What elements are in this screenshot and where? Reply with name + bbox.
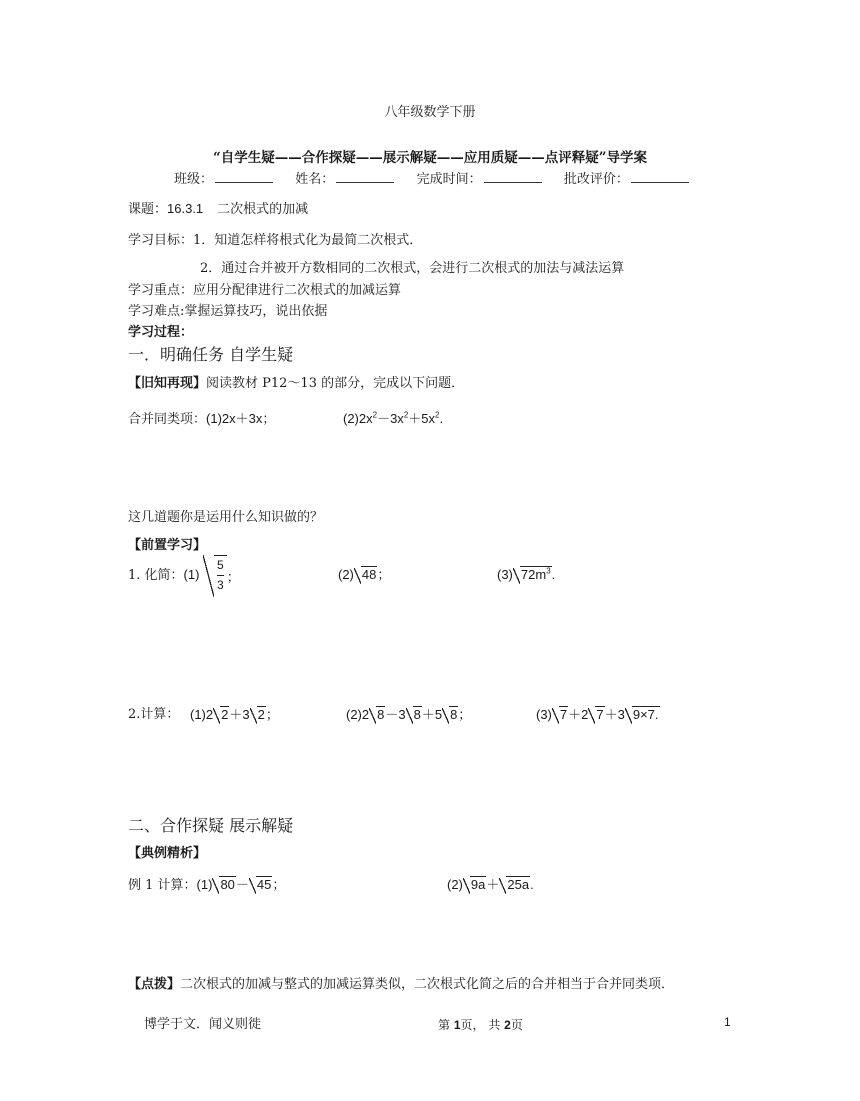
calc-problem-3: (3) 7＋2 7＋3 9×7. [536,707,659,722]
example1-problem-2: (2) 9a＋ 25a. [447,877,534,892]
simplify-problem-3: (3) $72m^3$. [497,566,556,582]
simplify-problem-2: (2) 48； [338,567,391,582]
pre-study-tag: 【前置学习】 [128,538,207,553]
simplify-label: 1. 化简：(1) [128,567,200,583]
calc-label: 2.计算： [128,707,180,722]
grade-label: 批改评价： [563,172,629,187]
section2-title: 二、合作探疑 展示解疑 [128,816,294,835]
subtitle: “自学生疑——合作探疑——展示解疑——应用质疑——点评释疑”导学案 [212,150,648,166]
time-blank[interactable] [484,170,542,183]
section1-title: 一．明确任务 自学生疑 [128,345,294,364]
footer-page-number: 1 [724,1015,731,1029]
process-label: 学习过程： [128,325,194,340]
class-blank[interactable] [215,170,273,183]
footer-motto: 博学于文．闻义则徙 [144,1017,262,1032]
name-label: 姓名： [295,172,335,187]
key-point: 学习重点：应用分配律进行二次根式的加减运算 [128,283,402,298]
review-tag: 【旧知再现】 [128,376,207,391]
example1-problem-1: (1) 80－ 45； [196,877,286,892]
name-blank[interactable] [336,170,394,183]
simplify-fraction-root: $\frac{5}{3}$ ； [203,555,240,597]
tip [128,976,674,994]
class-label: 班级： [174,172,214,187]
calc-problem-1: (1)2 2＋3 2； [190,707,279,722]
calc-problem-2: (2)2 8－3 8＋5 8； [346,707,472,722]
topic-name: 二次根式的加减 [217,202,309,217]
tip-text: 二次根式的加减与整式的加减运算类似，二次根式化简之后的合并相当于合并同类项． [180,977,675,992]
example1-label: 例 1 计算： [128,878,197,893]
review [128,375,464,393]
examples-tag: 【典例精析】 [128,846,207,861]
review-text: 阅读教材 P12～13 的部分，完成以下问题． [206,376,465,391]
goals-label: 学习目标： [128,233,194,248]
simplify-problem-1: (1) [183,567,200,582]
topic [128,200,308,219]
header-title: 八年级数学下册 [384,105,476,120]
time-label: 完成时间： [416,172,482,187]
topic-label: 课题： [128,202,168,217]
goal-item-2: 2．通过合并被开方数相同的二次根式，会进行二次根式的加法与减法运算 [200,261,625,276]
info-row [174,170,691,189]
merge-problem-1: (1)2x＋3x； [206,411,276,426]
question: 这几道题你是运用什么知识做的？ [128,510,324,525]
difficulty: 学习难点:掌握运算技巧，说出依据 [128,304,328,319]
tip-tag: 【点拨】 [128,977,181,992]
grade-blank[interactable] [631,170,689,183]
goals-line-1 [128,232,422,250]
topic-number: 16.3.1 [167,201,204,216]
goal-item-1: 1．知道怎样将根式化为最简二次根式． [193,233,423,248]
merge-label: 合并同类项： [128,412,207,427]
merge-line [128,410,275,429]
merge-problem-2: $(2)2x^2-3x^2+5x^2$. [343,410,444,426]
example1 [128,876,285,895]
footer-page-info: 第 1页， 共 2页 [438,1018,523,1032]
